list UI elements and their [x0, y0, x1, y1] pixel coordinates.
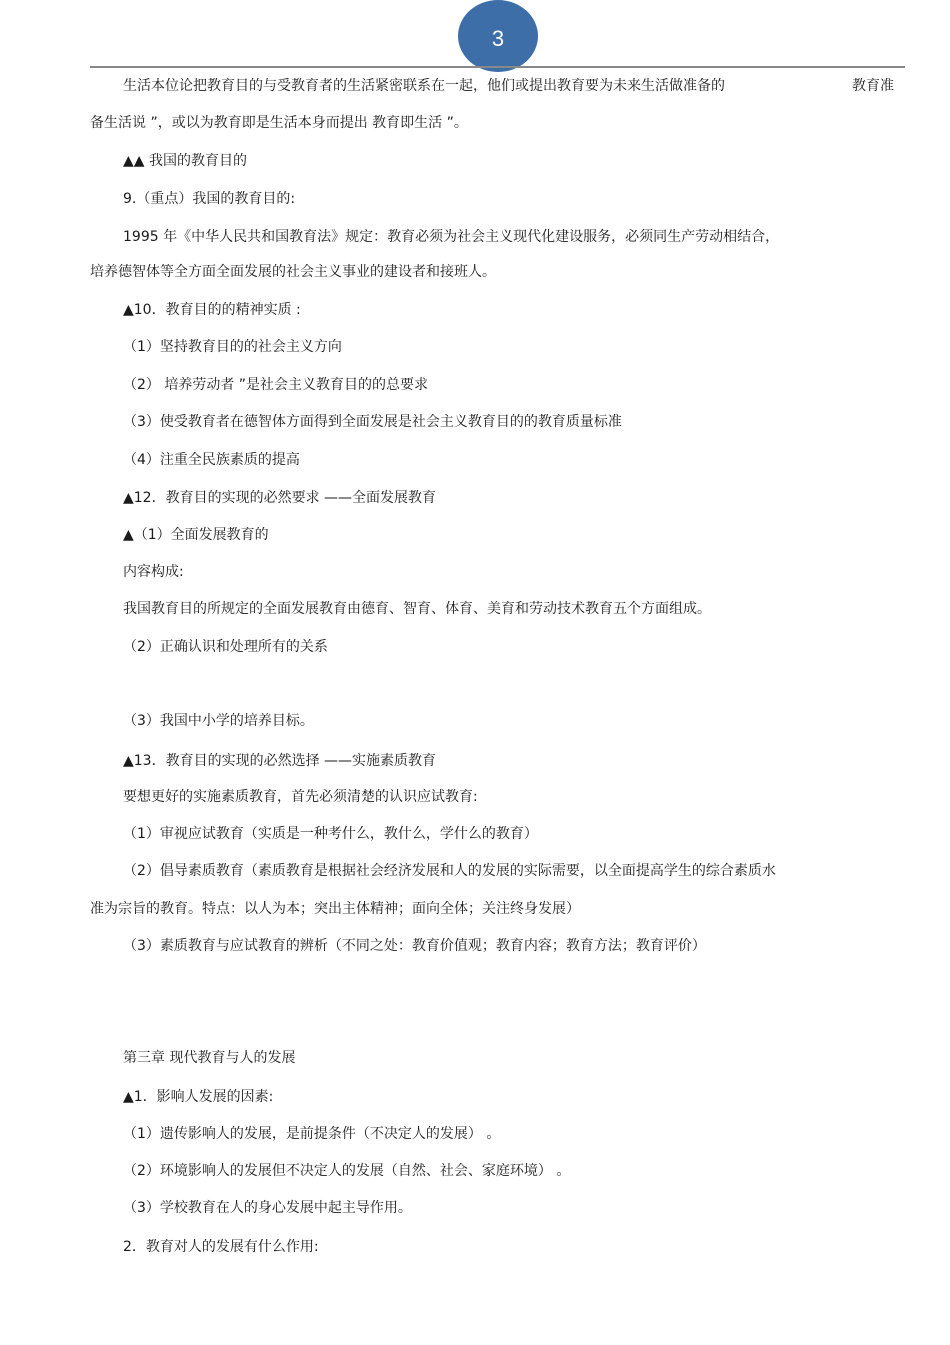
paragraph-line: 我国教育目的所规定的全面发展教育由德育、智育、体育、美育和劳动技术教育五个方面组成。 — [123, 601, 711, 617]
list-item: （4）注重全民族素质的提高 — [123, 452, 300, 468]
paragraph-line: 教育准 — [852, 78, 894, 94]
list-item: （2） 培养劳动者 ”是社会主义教育目的的总要求 — [123, 377, 429, 393]
section-heading: 2．教育对人的发展有什么作用: — [123, 1239, 319, 1255]
paragraph-line: 培养德智体等全方面全面发展的社会主义事业的建设者和接班人。 — [90, 264, 496, 280]
section-heading: ▲10．教育目的的精神实质 : — [123, 302, 301, 318]
list-item: （3）素质教育与应试教育的辨析（不同之处：教育价值观；教育内容；教育方法；教育评价） — [123, 938, 706, 954]
paragraph-line: 生活本位论把教育目的与受教育者的生活紧密联系在一起，他们或提出教育要为未来生活做准备的 — [123, 78, 725, 94]
chapter-title: 第三章 现代教育与人的发展 — [123, 1050, 296, 1066]
paragraph-line: 备生活说 ”，或以为教育即是生活本身而提出 教育即生活 ”。 — [90, 115, 468, 131]
section-heading: ▲▲ 我国的教育目的 — [123, 153, 247, 169]
list-item: （3）使受教育者在德智体方面得到全面发展是社会主义教育目的的教育质量标准 — [123, 414, 622, 430]
list-item: （3）我国中小学的培养目标。 — [123, 713, 314, 729]
list-item: ▲（1）全面发展教育的 — [123, 527, 269, 543]
list-item: （1）遗传影响人的发展，是前提条件（不决定人的发展） 。 — [123, 1126, 501, 1142]
paragraph-line: 准为宗旨的教育。特点：以人为本；突出主体精神；面向全体；关注终身发展） — [90, 901, 580, 917]
section-heading: ▲12．教育目的实现的必然要求 ——全面发展教育 — [123, 490, 437, 506]
page-number-badge: 3 — [458, 0, 538, 72]
header-divider — [90, 66, 905, 68]
list-item: （1）坚持教育目的的社会主义方向 — [123, 339, 342, 355]
paragraph-line: 内容构成: — [123, 564, 184, 580]
list-item: （3）学校教育在人的身心发展中起主导作用。 — [123, 1200, 412, 1216]
list-item: （2）倡导素质教育（素质教育是根据社会经济发展和人的发展的实际需要，以全面提高学生的综合素质水 — [123, 863, 776, 879]
section-heading: 9.（重点）我国的教育目的: — [123, 191, 296, 207]
paragraph-line: 1995 年《中华人民共和国教育法》规定：教育必须为社会主义现代化建设服务，必须同生产劳动相结合， — [123, 229, 780, 245]
list-item: （2）正确认识和处理所有的关系 — [123, 639, 328, 655]
list-item: （2）环境影响人的发展但不决定人的发展（自然、社会、家庭环境） 。 — [123, 1163, 571, 1179]
section-heading: ▲1．影响人发展的因素: — [123, 1089, 274, 1105]
section-heading: ▲13．教育目的实现的必然选择 ——实施素质教育 — [123, 753, 437, 769]
list-item: （1）审视应试教育（实质是一种考什么，教什么，学什么的教育） — [123, 826, 538, 842]
paragraph-line: 要想更好的实施素质教育，首先必须清楚的认识应试教育: — [123, 789, 478, 805]
